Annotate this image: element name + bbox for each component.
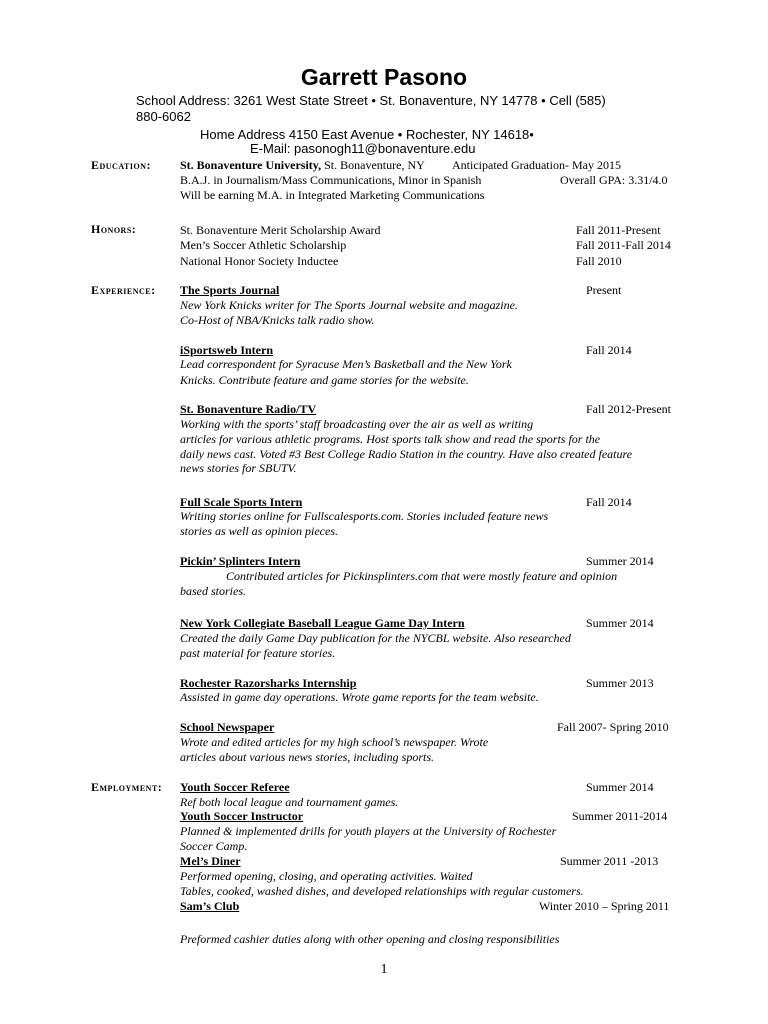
- emp-date: Winter 2010 – Spring 2011: [539, 899, 670, 913]
- edu-location: St. Bonaventure, NY: [321, 158, 425, 172]
- edu-gpa: Overall GPA: 3.31/4.0: [560, 173, 668, 187]
- section-employment: Employment:: [91, 780, 163, 794]
- exp-title: Pickin’ Splinters Intern: [180, 554, 301, 568]
- exp-date: Summer 2014: [586, 554, 654, 568]
- exp-date: Summer 2014: [586, 616, 654, 630]
- emp-date: Summer 2011-2014: [572, 809, 668, 823]
- emp-date: Summer 2011 -2013: [560, 854, 659, 868]
- exp-title: School Newspaper: [180, 720, 275, 734]
- emp-title: Mel’s Diner: [180, 854, 241, 868]
- honor-date: Fall 2010: [576, 254, 622, 268]
- exp-desc: Knicks. Contribute feature and game stories for the website.: [180, 373, 469, 387]
- edu-school-line: [180, 158, 425, 173]
- exp-desc: based stories.: [180, 584, 246, 598]
- exp-desc: articles about various news stories, including sports.: [180, 750, 435, 764]
- exp-date: Summer 2013: [586, 676, 654, 690]
- exp-desc: daily news cast. Voted #3 Best College Radio Station in the country. Have also created feature: [180, 447, 633, 461]
- exp-desc: past material for feature stories.: [180, 646, 336, 660]
- exp-desc: Lead correspondent for Syracuse Men’s Basketball and the New York: [180, 357, 512, 371]
- emp-desc: Tables, cooked, washed dishes, and developed relationships with regular customers.: [180, 884, 584, 898]
- exp-date: Fall 2012-Present: [586, 402, 671, 416]
- exp-title: New York Collegiate Baseball League Game Day Intern: [180, 616, 465, 630]
- exp-desc: Co-Host of NBA/Knicks talk radio show.: [180, 313, 375, 327]
- school-address-cont: 880-6062: [136, 109, 191, 124]
- emp-title: Youth Soccer Instructor: [180, 809, 304, 823]
- honor-title: St. Bonaventure Merit Scholarship Award: [180, 223, 381, 237]
- home-address: Home Address 4150 East Avenue • Rochester, NY 14618•: [200, 127, 534, 142]
- honor-date: Fall 2011-Present: [576, 223, 661, 237]
- exp-title: Full Scale Sports Intern: [180, 495, 303, 509]
- exp-desc: New York Knicks writer for The Sports Journal website and magazine.: [180, 298, 518, 312]
- exp-title: St. Bonaventure Radio/TV: [180, 402, 317, 416]
- honor-date: Fall 2011-Fall 2014: [576, 238, 671, 252]
- resume-name: Garrett Pasono: [300, 64, 468, 90]
- exp-date: Fall 2014: [586, 495, 632, 509]
- edu-school: St. Bonaventure University,: [180, 158, 322, 172]
- page-number: 1: [380, 962, 388, 977]
- exp-desc: Created the daily Game Day publication for the NYCBL website. Also researched: [180, 631, 571, 645]
- exp-desc: stories as well as opinion pieces.: [180, 524, 338, 538]
- email: E-Mail: pasonogh11@bonaventure.edu: [250, 141, 476, 156]
- emp-desc: Ref both local league and tournament games.: [180, 795, 399, 809]
- exp-title: The Sports Journal: [180, 283, 280, 297]
- exp-title: iSportsweb Intern: [180, 343, 274, 357]
- section-honors: Honors:: [91, 222, 137, 236]
- honor-title: Men’s Soccer Athletic Scholarship: [180, 238, 347, 252]
- emp-desc: Preformed cashier duties along with other opening and closing responsibilities: [180, 932, 560, 946]
- exp-date: Present: [586, 283, 622, 297]
- exp-desc: articles for various athletic programs. Host sports talk show and read the sports for the: [180, 432, 601, 446]
- exp-desc: Contributed articles for Pickinsplinters.com that were mostly feature and opinion: [226, 569, 618, 583]
- exp-desc: Wrote and edited articles for my high school’s newspaper. Wrote: [180, 735, 489, 749]
- edu-degree: B.A.J. in Journalism/Mass Communications, Minor in Spanish: [180, 173, 482, 187]
- section-education: Education:: [91, 158, 151, 172]
- emp-desc: Planned & implemented drills for youth players at the University of Rochester: [180, 824, 557, 838]
- emp-date: Summer 2014: [586, 780, 654, 794]
- edu-grad: Anticipated Graduation- May 2015: [452, 158, 621, 172]
- emp-title: Sam’s Club: [180, 899, 240, 913]
- school-address: School Address: 3261 West State Street • St. Bonaventure, NY 14778 • Cell (585): [136, 93, 606, 108]
- honor-title: National Honor Society Inductee: [180, 254, 339, 268]
- edu-masters: Will be earning M.A. in Integrated Marketing Communications: [180, 188, 485, 202]
- exp-desc: news stories for SBUTV.: [180, 461, 297, 475]
- exp-date: Fall 2014: [586, 343, 632, 357]
- emp-desc: Soccer Camp.: [180, 839, 248, 853]
- exp-title: Rochester Razorsharks Internship: [180, 676, 357, 690]
- exp-desc: Assisted in game day operations. Wrote game reports for the team website.: [180, 690, 539, 704]
- emp-title: Youth Soccer Referee: [180, 780, 290, 794]
- emp-desc: Performed opening, closing, and operating activities. Waited: [180, 869, 473, 883]
- exp-date: Fall 2007- Spring 2010: [557, 720, 669, 734]
- section-experience: Experience:: [91, 283, 156, 297]
- exp-desc: Writing stories online for Fullscalesports.com. Stories included feature news: [180, 509, 549, 523]
- exp-desc: Working with the sports’ staff broadcasting over the air as well as writing: [180, 417, 534, 431]
